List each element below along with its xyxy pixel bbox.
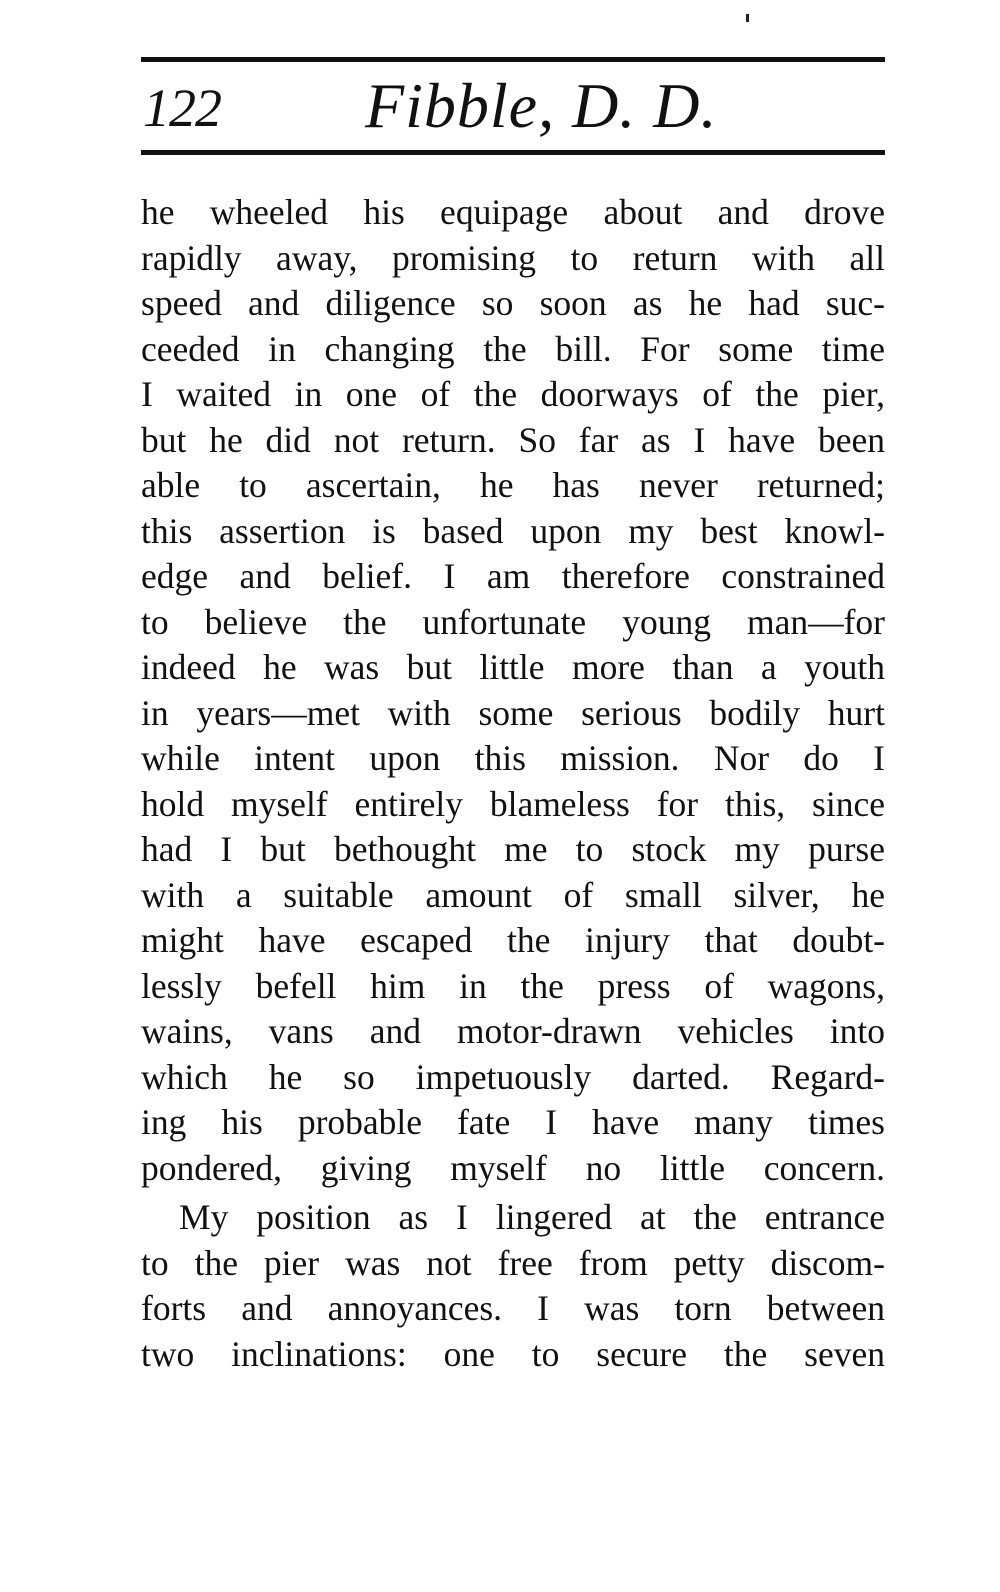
text-line: pondered, giving myself no little concern. [141, 1147, 885, 1188]
header-rule-top [141, 57, 885, 62]
text-line: able to ascertain, he has never returned; [141, 465, 885, 505]
text-line: might have escaped the injury that doubt- [141, 920, 885, 960]
print-speck [746, 14, 749, 22]
text-line: My position as I lingered at the entrance [179, 1197, 885, 1237]
text-line: lessly befell him in the press of wagons, [141, 965, 885, 1006]
body-text [141, 190, 885, 1377]
text-line: hold myself entirely blameless for this, since [141, 783, 885, 824]
text-line: ceeded in changing the bill. For some time [141, 328, 885, 369]
page-number: 122 [143, 78, 221, 138]
text-line: I waited in one of the doorways of the pier, [141, 374, 885, 414]
text-line: indeed he was but little more than a youth [141, 647, 885, 687]
text-line: with a suitable amount of small silver, he [141, 874, 885, 915]
text-line: to the pier was not free from petty discom- [141, 1242, 885, 1283]
header-rule-bottom [141, 150, 885, 155]
text-line: in years—met with some serious bodily hurt [141, 692, 885, 733]
paragraph-1 [141, 190, 885, 1191]
running-header [141, 70, 885, 146]
text-line: rapidly away, promising to return with all [141, 237, 885, 278]
text-line: edge and belief. I am therefore constrained [141, 556, 885, 596]
paragraph-2 [141, 1195, 885, 1377]
text-line: to believe the unfortunate young man—for [141, 601, 885, 642]
text-line: but he did not return. So far as I have been [141, 419, 885, 460]
text-line: he wheeled his equipage about and drove [141, 192, 885, 232]
text-line: had I but bethought me to stock my purse [141, 829, 885, 869]
text-line: ing his probable fate I have many times [141, 1102, 885, 1142]
text-line: forts and annoyances. I was torn between [141, 1288, 885, 1328]
running-title: Fibble, D. D. [365, 70, 718, 141]
text-line: speed and diligence so soon as he had suc- [141, 283, 885, 323]
text-line: two inclinations: one to secure the seven [141, 1333, 885, 1374]
text-line: while intent upon this mission. Nor do I [141, 738, 885, 778]
text-line: which he so impetuously darted. Regard- [141, 1056, 885, 1097]
text-line: wains, vans and motor-drawn vehicles into [141, 1011, 885, 1051]
text-line: this assertion is based upon my best knowl- [141, 510, 885, 551]
